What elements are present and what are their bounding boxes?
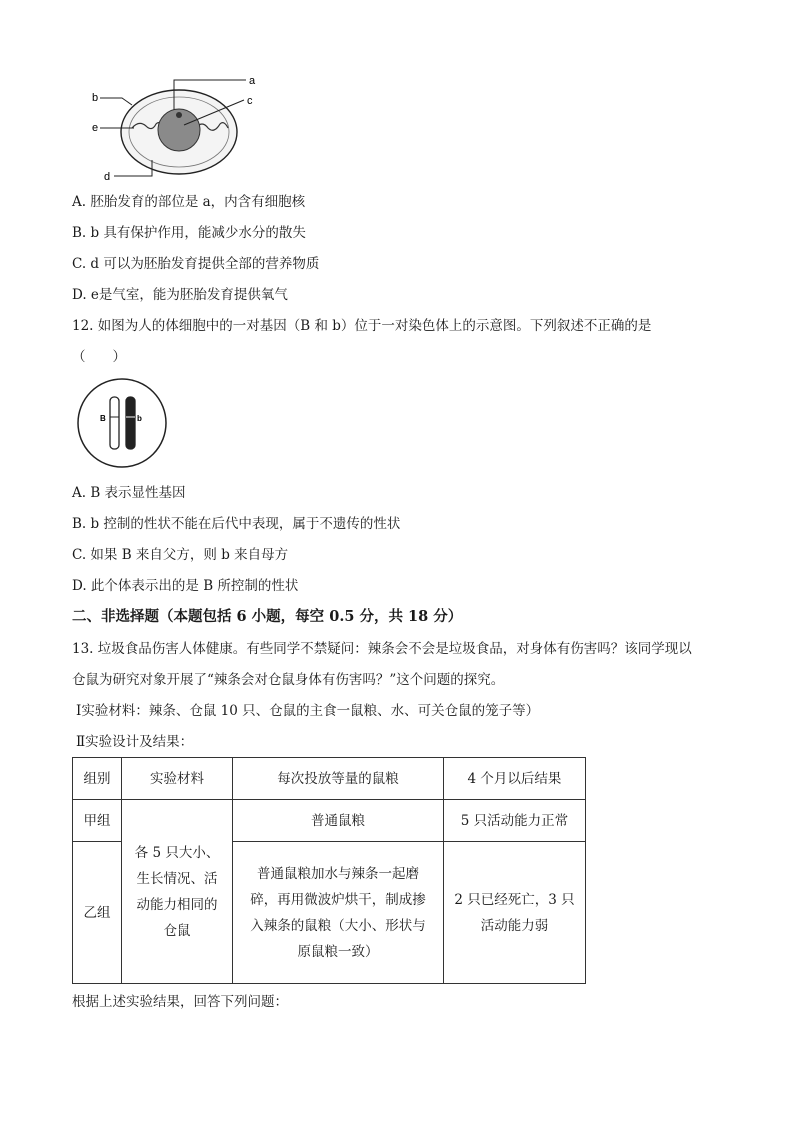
label-c: c bbox=[247, 95, 253, 107]
gene-label-B: B bbox=[100, 414, 106, 423]
germinal-disc bbox=[176, 112, 182, 118]
group-b-name: 乙组 bbox=[73, 842, 122, 984]
label-b: b bbox=[92, 92, 99, 104]
q12-option-a: A. B 表示显性基因 bbox=[72, 485, 186, 501]
q11-option-b: B. b 具有保护作用，能减少水分的散失 bbox=[72, 225, 306, 241]
cell-outline bbox=[78, 379, 166, 467]
q11-option-d: D. e是气室，能为胚胎发育提供氧气 bbox=[72, 287, 288, 303]
label-line-b bbox=[100, 98, 132, 105]
gene-label-b: b bbox=[137, 414, 142, 423]
q12-option-c: C. 如果 B 来自父方，则 b 来自母方 bbox=[72, 547, 289, 563]
result-line: 活动能力弱 bbox=[480, 917, 549, 934]
feed-line: 原鼠粮一致） bbox=[297, 943, 379, 960]
q13-stem-line2: 仓鼠为研究对象开展了“辣条会对仓鼠身体有伤害吗？”这个问题的探究。 bbox=[72, 672, 505, 688]
table-header-row bbox=[73, 758, 586, 800]
group-b-result bbox=[444, 842, 586, 984]
material-line: 生长情况、活 bbox=[136, 870, 218, 887]
header-material: 实验材料 bbox=[122, 758, 233, 800]
feed-line: 普通鼠粮加水与辣条一起磨 bbox=[257, 865, 419, 882]
chromosome-left bbox=[110, 397, 119, 449]
header-group: 组别 bbox=[73, 758, 122, 800]
table-row-group-a bbox=[73, 800, 586, 842]
q13-materials: Ⅰ实验材料：辣条、仓鼠 10 只、仓鼠的主食一鼠粮、水、可关仓鼠的笼子等） bbox=[76, 703, 540, 719]
group-a-name: 甲组 bbox=[73, 800, 122, 842]
group-b-feed bbox=[233, 842, 444, 984]
q12-answer-paren: （ ） bbox=[72, 349, 126, 365]
feed-line: 入辣条的鼠粮（大小、形状与 bbox=[250, 917, 426, 934]
q13-followup: 根据上述实验结果，回答下列问题： bbox=[72, 994, 288, 1010]
q13-design: Ⅱ实验设计及结果： bbox=[76, 734, 194, 750]
section-heading: 二、非选择题（本题包括 6 小题，每空 0.5 分，共 18 分） bbox=[72, 608, 463, 625]
q11-option-a: A. 胚胎发育的部位是 a，内含有细胞核 bbox=[72, 194, 306, 210]
q12-option-d: D. 此个体表示出的是 B 所控制的性状 bbox=[72, 578, 299, 594]
experiment-table bbox=[72, 757, 586, 984]
q11-option-c: C. d 可以为胚胎发育提供全部的营养物质 bbox=[72, 256, 320, 272]
q12-stem: 12. 如图为人的体细胞中的一对基因（B 和 b）位于一对染色体上的示意图。下列叙述不正确的是 bbox=[72, 318, 652, 334]
header-result: 4 个月以后结果 bbox=[444, 758, 586, 800]
q13-stem-line1: 13. 垃圾食品伤害人体健康。有些同学不禁疑问：辣条会不会是垃圾食品，对身体有伤害吗？该同学现以 bbox=[72, 641, 692, 657]
group-a-feed: 普通鼠粮 bbox=[233, 800, 444, 842]
q12-option-b: B. b 控制的性状不能在后代中表现，属于不遗传的性状 bbox=[72, 516, 401, 532]
label-e: e bbox=[92, 122, 99, 134]
group-a-result: 5 只活动能力正常 bbox=[444, 800, 586, 842]
chromosome-right bbox=[126, 397, 135, 449]
egg-structure-diagram bbox=[84, 70, 274, 185]
material-line: 各 5 只大小、 bbox=[134, 844, 220, 861]
shared-material-cell bbox=[122, 800, 233, 984]
result-line: 2 只已经死亡，3 只 bbox=[454, 891, 575, 908]
label-a: a bbox=[249, 75, 256, 87]
feed-line: 碎，再用微波炉烘干，制成掺 bbox=[250, 891, 426, 908]
material-line: 动能力相同的 bbox=[136, 896, 218, 913]
label-d: d bbox=[104, 171, 111, 183]
chromosome-pair-diagram bbox=[70, 375, 180, 475]
header-feed: 每次投放等量的鼠粮 bbox=[233, 758, 444, 800]
material-line: 仓鼠 bbox=[163, 922, 191, 939]
